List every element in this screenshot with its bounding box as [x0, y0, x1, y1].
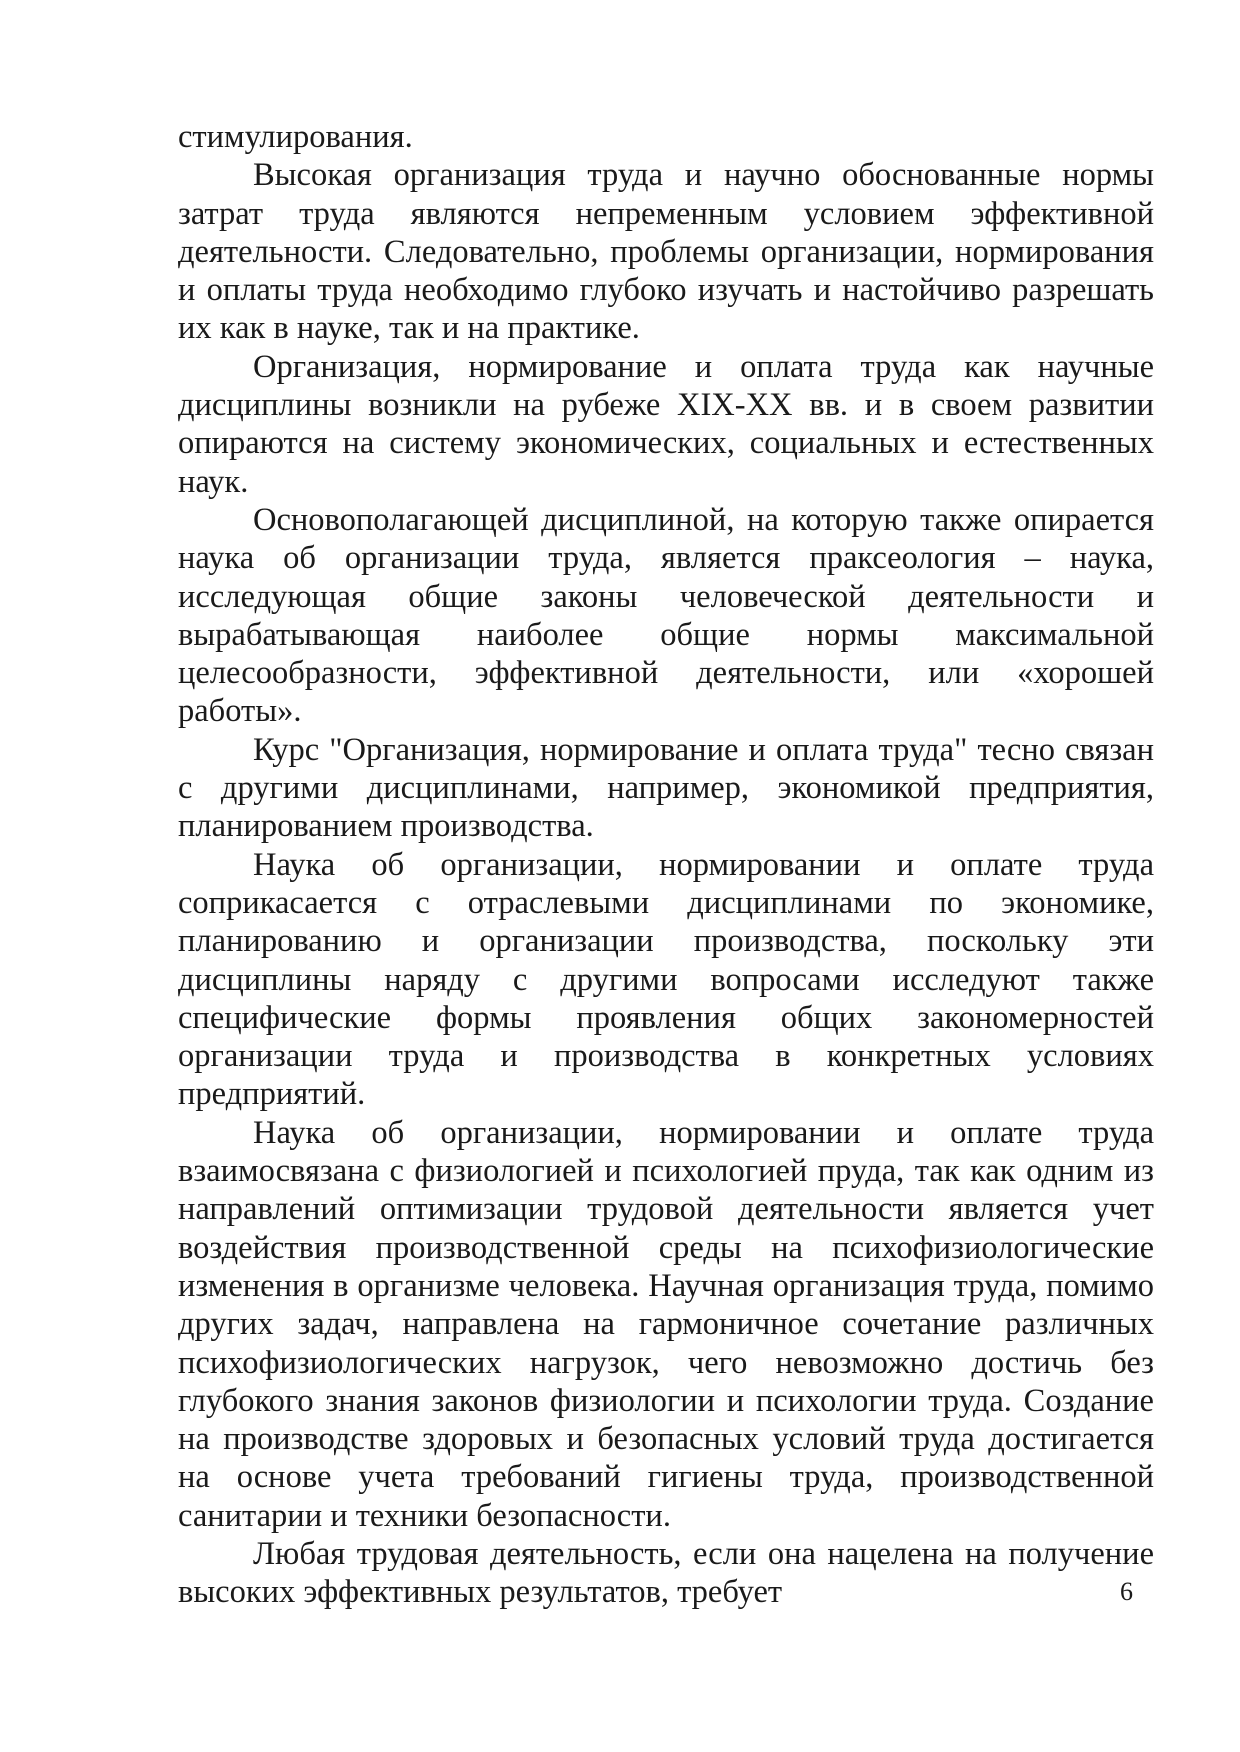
paragraph-praxeology: Основополагающей дисциплиной, на которую также опирается наука об организации труда, является праксеология – наука, исследующая общие законы человеческой деятельности и вырабатывающая наиболее общие нормы максимальной целесообразности, эффективной деятельности, или «хорошей работы». — [178, 501, 1154, 730]
paragraph-scientific-disciplines: Организация, нормирование и оплата труда как научные дисциплины возникли на рубеже XIX-XX вв. и в своем развитии опираются на систему экономических, социальных и естественных наук. — [178, 348, 1154, 500]
page-body — [178, 118, 1154, 1612]
paragraph-continuation: стимулирования. — [178, 119, 413, 155]
paragraph-physiology-psychology: Наука об организации, нормировании и оплате труда взаимосвязана с физиологией и психологией пруда, так как одним из направлений оптимизации трудовой деятельности является учет воздействия производственной среды на психофизиологические изменения в организме человека. Научная организация труда, помимо других задач, направлена на гармоничное сочетание различных психофизиологических нагрузок, чего невозможно достичь без глубокого знания законов физиологии и психологии труда. Создание на производстве здоровых и безопасных условий труда достигается на основе учета требований гигиены труда, производственной санитарии и техники безопасности. — [178, 1114, 1154, 1534]
page-number: 6 — [1120, 1577, 1133, 1606]
paragraph-course-relations: Курс "Организация, нормирование и оплата труда" тесно связан с другими дисциплинами, например, экономикой предприятия, планированием производства. — [178, 731, 1154, 845]
paragraph-labor-activity: Любая трудовая деятельность, если она нацелена на получение высоких эффективных результатов, требует — [178, 1535, 1154, 1611]
paragraph-sectoral-disciplines: Наука об организации, нормировании и оплате труда соприкасается с отраслевыми дисциплинами по экономике, планированию и организации производства, поскольку эти дисциплины наряду с другими вопросами исследуют также специфические формы проявления общих закономерностей организации труда и производства в конкретных условиях предприятий. — [178, 846, 1154, 1113]
paragraph-labor-organization: Высокая организация труда и научно обоснованные нормы затрат труда являются непременным условием эффективной деятельности. Следовательно, проблемы организации, нормирования и оплаты труда необходимо глубоко изучать и настойчиво разрешать их как в науке, так и на практике. — [178, 157, 1154, 347]
